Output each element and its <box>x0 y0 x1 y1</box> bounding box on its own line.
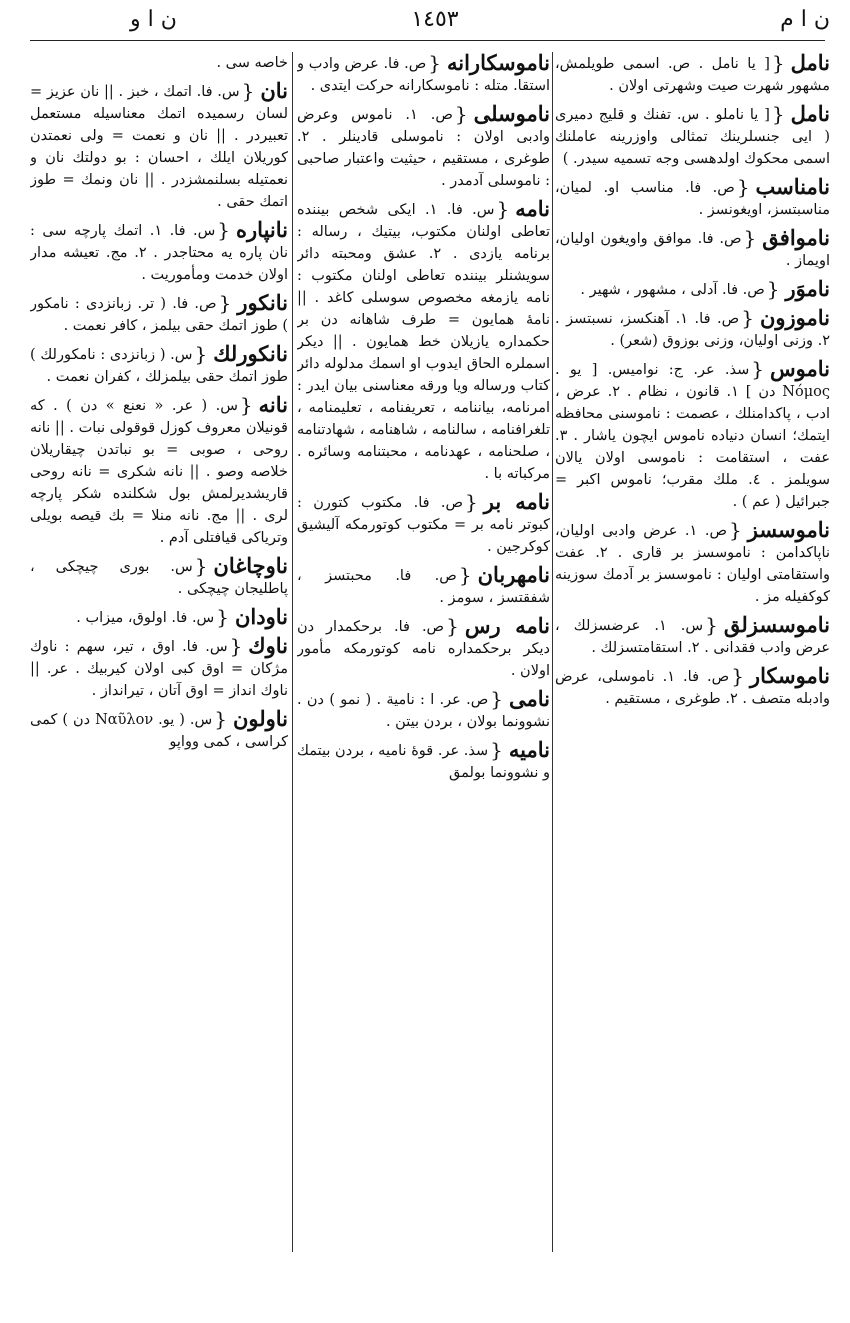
headword: ناموس <box>770 356 830 381</box>
dictionary-entry: نانپاره{س. فا. ١. اتمك پارچه سى : نان پاره يه محتاجدر . ٢. مج. تعيشه مدار اولان خدمت ومأموريت . <box>30 217 288 283</box>
dictionary-entry: نامه بر{ص. فا. مكتوب كتورن : كبوتر نامه بر = مكتوب كوتورمكه آليشيق كوكرجين . <box>297 489 550 555</box>
headword: ناميه <box>508 737 550 762</box>
definition: س. فا. ١. اتمك پارچه سى : نان پاره يه محتاجدر . ٢. مج. تعيشه مدار اولان خدمت ومأموريت . <box>30 223 288 283</box>
column-divider <box>552 52 553 1252</box>
definition: ص. فا. محبتسز ، شفقتسز ، سومز . <box>297 568 550 606</box>
dictionary-entry: نانكور{ص. فا. ( تر. زبانزدى : نامكور ) طوز اتمك حقى بيلمز ، كافر نعمت . <box>30 290 288 334</box>
definition: سذ. عر. ج: نواميس. [ يو . Νόμος دن ] ١. قانون ، نظام . ٢. عرض ، ادب ، پاكدامنلك ، عصمت : ناموسنى محافظه ايتمك؛ انسان دنياده ناموس ايچون ياشار . ٣. عفت ، استقامت : ناموسى اولان يالان سويلمز . ٤. ملك مقرب؛ ناموس اكبر = جبرائيل ( عم ) . <box>555 362 830 510</box>
dictionary-entry: نان{س. فا. اتمك ، خبز . || نان عزيز = لسان رسميده اتمك معناسيله مستعمل تعبيردر . || نان و نعمت = ولى نعمتدن كوريلان ايلك ، احسان : بو دولتك نان و نعمتيله بسلنمشزدر . || نان ونمك = طوز اتمك حقى . <box>30 78 288 210</box>
headword: ناموسلى <box>473 101 550 126</box>
dictionary-entry: ناموسلى{ص. ١. ناموس وعرض وادبى اولان : ناموسلى قادينلر . ٢. طوغرى ، مستقيم ، حيثيت واعتبار صاحبى : ناموسلى آدمدر . <box>297 101 550 189</box>
definition: ص. ١. عرض وادبى اوليان، ناپاكدامن : ناموسسز بر قارى . ٢. عفت واستقامتى اوليان : ناموسسز بر آدمك سوزينه كوكفيله مز . <box>555 523 830 605</box>
definition: [ يا ناملو . س. تفنك و قليج دميرى ( ايى جنسلرينك تمثالى واوزرينه عاملنك اسمى محكوك اولدهسى وجه تسميه سيدر. ) <box>555 107 830 167</box>
dictionary-entry: نامهربان{ص. فا. محبتسز ، شفقتسز ، سومز . <box>297 562 550 606</box>
headword: نامى <box>509 686 550 711</box>
headword: نامل <box>790 52 830 75</box>
dictionary-entry: ناموزون{ص. فا. ١. آهنكسز، نسبتسز . ٢. وزنى اوليان، وزنى بوزوق (شعر) . <box>555 305 830 349</box>
definition: س. فا. اوق ، تير، سهم : ناوك مژكان = اوق كبى اولان كيربيك . عر. || ناوك انداز = اوق آتان ، تيرانداز . <box>30 639 288 699</box>
headword: نامه <box>515 196 550 221</box>
dictionary-entry: ناموسسزلق{س. ١. عرضسزلك ، عرض وادب فقدانى . ٢. استقامتسزلك . <box>555 612 830 656</box>
dictionary-entry: نامل{[ يا نامل . ص. اسمى طويلمش، مشهور شهرت صيت وشهرتى اولان . <box>555 52 830 94</box>
headword: نامه بر <box>483 489 550 514</box>
headword: ناوك <box>248 633 288 658</box>
dictionary-entry: ناودان{س. فا. اولوق، ميزاب . <box>76 604 288 629</box>
dictionary-column-middle <box>297 52 550 1267</box>
dictionary-entry: ناوچاغان{س. بورى چيچكى ، پاطليجان چيچكى . <box>30 553 288 597</box>
dictionary-entry: ناموسكارانه{ص. فا. عرض وادب و استقا. متله : ناموسكارانه حركت ايتدى . <box>297 52 550 94</box>
page-number: ١٤٥٣ <box>411 7 459 32</box>
running-head-left: ن ا و <box>130 7 177 32</box>
dictionary-entry: نامه رس{ص. فا. برحكمدار دن ديكر برحكمداره نامه كوتورمكه مأمور اولان . <box>297 613 550 679</box>
definition: س. ( زبانزدى : نامكورلك ) طوز اتمك حقى بيلمزلك ، كفران نعمت . <box>30 347 288 385</box>
page-header <box>40 6 830 34</box>
headword: ناموسسزلق <box>723 612 830 637</box>
definition: س. فا. اتمك ، خبز . || نان عزيز = لسان رسميده اتمك معناسيله مستعمل تعبيردر . || نان و نعمت = ولى نعمتدن كوريلان ايلك ، احسان : بو دولتك نان و نعمتيله بسلنمشزدر . || نان ونمك = طوز اتمك حقى . <box>30 84 288 210</box>
definition: ص. فا. ( تر. زبانزدى : نامكور ) طوز اتمك حقى بيلمز ، كافر نعمت . <box>30 296 288 334</box>
definition: س. فا. اولوق، ميزاب . <box>76 610 215 626</box>
header-rule <box>30 40 825 41</box>
headword: نانه <box>258 392 288 417</box>
headword: نامناسب <box>755 174 830 199</box>
headword: ناموافق <box>762 225 830 250</box>
column-divider <box>292 52 293 1252</box>
definition: ص. فا. موافق واويغون اوليان، اويماز . <box>555 231 830 269</box>
dictionary-entry: ناولون{س. ( يو. Ναῦλον دن ) كمى كراسى ، كمى وواپو <box>30 706 288 750</box>
definition: س. فا. ١. ايكى شخص بيننده تعاطى اولنان مكتوب، بيتيك ، رساله : برنامه يازدى . ٢. عشق ومحبته دائر سويشنلر بيننده تعاطى اولنان مكتوب : نامه يازمغه مخصوص سوسلى كاغد . || نامهٔ همايون = طرف شاهانه دن بر حكمداره يازيلان خط همايون . || ديكر اسملره الحاق ايدوب او اسمك مدلوله دائر كتاب ورساله ويا ورقه معناسنى بيان ايدر : امرنامه، بياننامه ، تعريفنامه ، تعليمنامه ، تلغرافنامه ، سالنامه ، شاهنامه ، شهادتنامه ، صلحنامه ، عهدنامه ، محبتنامه وسائره . مركباته با . <box>297 202 550 482</box>
definition: س. ( عر. « نعنع » دن ) . كه قونيلان معروف كوزل قوقولى نبات . || نانه روحى ، صوبى = بو نباتدن چيقاريلان خلاصه وصو . || نانه شكرى = نانه روحى قاريشديرلمش بول شكلنده شكر پارچه لرى . || مج. نانه منلا = بك قيصه بويلى وترياكى قيافتلى آدم . <box>30 398 288 546</box>
dictionary-entry: نامناسب{ص. فا. مناسب او. لميان، مناسبتسز، اويغونسز . <box>555 174 830 218</box>
headword: نانكور <box>237 290 288 315</box>
headword: نانكورلك <box>213 341 288 366</box>
headword: ناموسكارانه <box>446 52 550 75</box>
definition: خاصه سى . <box>216 55 288 71</box>
dictionary-entry: ناوك{س. فا. اوق ، تير، سهم : ناوك مژكان = اوق كبى اولان كيربيك . عر. || ناوك انداز = اوق آتان ، تيرانداز . <box>30 633 288 699</box>
definition: ص. فا. مكتوب كتورن : كبوتر نامه بر = مكتوب كوتورمكه آليشيق كوكرجين . <box>297 495 550 555</box>
headword: ناوچاغان <box>213 553 288 578</box>
headword: ناموسكار <box>749 663 830 688</box>
definition: س. ١. عرضسزلك ، عرض وادب فقدانى . ٢. استقامتسزلك . <box>555 618 830 656</box>
dictionary-entry: نانه{س. ( عر. « نعنع » دن ) . كه قونيلان معروف كوزل قوقولى نبات . || نانه روحى ، صوبى = بو نباتدن چيقاريلان خلاصه وصو . || نانه شكرى = نانه روحى قاريشديرلمش بول شكلنده شكر پارچه لرى . || مج. نانه منلا = بك قيصه بويلى وترياكى قيافتلى آدم . <box>30 392 288 546</box>
definition: [ يا نامل . ص. اسمى طويلمش، مشهور شهرت صيت وشهرتى اولان . <box>555 56 830 94</box>
dictionary-entry: نامى{ص. عر. ا : نامية . ( نمو ) دن . نشوونما بولان ، بردن بيتن . <box>297 686 550 730</box>
headword: ناموزون <box>759 305 830 330</box>
dictionary-entry: ناميه{سذ. عر. قوهٔ ناميه ، بردن بيتمك و نشوونما بولمق <box>297 737 550 781</box>
definition: س. بورى چيچكى ، پاطليجان چيچكى . <box>30 559 288 597</box>
definition: ص. فا. برحكمدار دن ديكر برحكمداره نامه كوتورمكه مأمور اولان . <box>297 619 550 679</box>
dictionary-column-right <box>555 52 830 1267</box>
definition: ص. فا. عرض وادب و استقا. متله : ناموسكارانه حركت ايتدى . <box>297 56 550 94</box>
definition: ص. فا. مناسب او. لميان، مناسبتسز، اويغونسز . <box>555 180 830 218</box>
dictionary-entry: نامه{س. فا. ١. ايكى شخص بيننده تعاطى اولنان مكتوب، بيتيك ، رساله : برنامه يازدى . ٢. عشق ومحبته دائر سويشنلر بيننده تعاطى اولنان مكتوب : نامه يازمغه مخصوص سوسلى كاغد . || نامهٔ همايون = طرف شاهانه دن بر حكمداره يازيلان خط همايون . || ديكر اسملره الحاق ايدوب او اسمك مدلوله دائر كتاب ورساله ويا ورقه معناسنى بيان ايدر : امرنامه، بياننامه ، تعريفنامه ، تعليمنامه ، تلغرافنامه ، سالنامه ، شاهنامه ، شهادتنامه ، صلحنامه ، عهدنامه ، محبتنامه وسائره . مركباته با . <box>297 196 550 482</box>
definition: س. ( يو. Ναῦλον دن ) كمى كراسى ، كمى وواپو <box>30 712 288 750</box>
dictionary-column-left <box>30 52 288 1267</box>
dictionary-entry: ناموسكار{ص. فا. ١. ناموسلى، عرض وادبله متصف . ٢. طوغرى ، مستقيم . <box>555 663 830 707</box>
dictionary-entry: نامل{[ يا ناملو . س. تفنك و قليج دميرى ( ايى جنسلرينك تمثالى واوزرينه عاملنك اسمى محكوك اولدهسى وجه تسميه سيدر. ) <box>555 101 830 167</box>
running-head-right: ن ا م <box>780 7 830 32</box>
headword: نامل <box>790 101 830 126</box>
dictionary-entry <box>30 52 288 74</box>
dictionary-entry: ناموَر{ص. فا. آدلى ، مشهور ، شهير . <box>580 276 830 301</box>
definition: ص. فا. ١. آهنكسز، نسبتسز . ٢. وزنى اوليان، وزنى بوزوق (شعر) . <box>555 311 830 349</box>
definition: ص. فا. آدلى ، مشهور ، شهير . <box>580 282 765 298</box>
headword: ناموسسز <box>747 517 830 542</box>
headword: ناودان <box>235 604 288 629</box>
headword: نان <box>260 78 288 103</box>
headword: نامه رس <box>464 613 550 638</box>
dictionary-entry: ناموافق{ص. فا. موافق واويغون اوليان، اويماز . <box>555 225 830 269</box>
definition: ص. عر. ا : نامية . ( نمو ) دن . نشوونما بولان ، بردن بيتن . <box>297 692 550 730</box>
definition: ص. ١. ناموس وعرض وادبى اولان : ناموسلى قادينلر . ٢. طوغرى ، مستقيم ، حيثيت واعتبار صاحبى : ناموسلى آدمدر . <box>297 107 550 189</box>
headword: ناولون <box>232 706 288 731</box>
dictionary-entry: ناموس{سذ. عر. ج: نواميس. [ يو . Νόμος دن ] ١. قانون ، نظام . ٢. عرض ، ادب ، پاكدامنلك ، عصمت : ناموسنى محافظه ايتمك؛ انسان دنياده ناموس ايچون ياشار . ٣. عفت ، استقامت : ناموسى اولان يالان سويلمز . ٤. ملك مقرب؛ ناموس اكبر = جبرائيل ( عم ) . <box>555 356 830 510</box>
headword: نانپاره <box>236 217 288 242</box>
definition: ص. فا. ١. ناموسلى، عرض وادبله متصف . ٢. طوغرى ، مستقيم . <box>555 669 830 707</box>
dictionary-entry: نانكورلك{س. ( زبانزدى : نامكورلك ) طوز اتمك حقى بيلمزلك ، كفران نعمت . <box>30 341 288 385</box>
headword: ناموَر <box>785 276 830 301</box>
definition: سذ. عر. قوهٔ ناميه ، بردن بيتمك و نشوونما بولمق <box>297 743 550 781</box>
dictionary-entry: ناموسسز{ص. ١. عرض وادبى اوليان، ناپاكدامن : ناموسسز بر قارى . ٢. عفت واستقامتى اوليان : ناموسسز بر آدمك سوزينه كوكفيله مز . <box>555 517 830 605</box>
headword: نامهربان <box>477 562 550 587</box>
